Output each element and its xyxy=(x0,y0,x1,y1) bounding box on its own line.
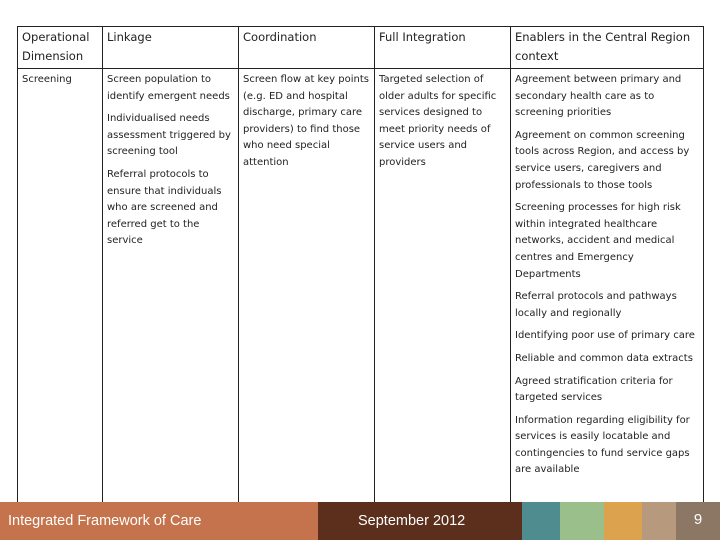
cell-enablers xyxy=(511,69,704,511)
cell-dimension: Screening xyxy=(18,69,103,511)
footer-date: September 2012 xyxy=(318,502,522,540)
enabler-item: Agreement between primary and secondary health care as to screening priorities xyxy=(515,74,682,119)
full-integration-item: Targeted selection of older adults for specific services designed to meet priority needs of service users and providers xyxy=(379,74,497,168)
enabler-item: Information regarding eligibility for services is easily locatable and contingencies to fund service gaps are available xyxy=(515,414,690,476)
page-number: 9 xyxy=(676,502,720,540)
footer-swatch xyxy=(642,502,676,540)
enabler-item: Identifying poor use of primary care xyxy=(515,330,695,342)
header-linkage: Linkage xyxy=(103,27,239,69)
coordination-item: Screen flow at key points (e.g. ED and hospital discharge, primary care providers) to find those who need special attention xyxy=(243,74,369,168)
footer-swatch xyxy=(522,502,560,540)
footer-swatch xyxy=(604,502,642,540)
cell-linkage xyxy=(103,69,239,511)
linkage-item: Screen population to identify emergent needs xyxy=(107,74,230,102)
linkage-item: Referral protocols to ensure that individuals who are screened and referred get to the service xyxy=(107,168,222,247)
integration-table-area xyxy=(17,26,703,496)
enabler-item: Screening processes for high risk within integrated healthcare networks, accident and medical centres and Emergency Departments xyxy=(515,202,681,280)
table-header-row xyxy=(18,27,704,69)
linkage-item: Individualised needs assessment triggered by screening tool xyxy=(107,113,231,158)
enabler-item: Agreed stratification criteria for targeted services xyxy=(515,375,673,404)
header-full-integration: Full Integration xyxy=(375,27,511,69)
header-operational-dimension: Operational Dimension xyxy=(18,27,103,69)
footer-title: Integrated Framework of Care xyxy=(0,502,318,540)
cell-coordination xyxy=(239,69,375,511)
enabler-item: Reliable and common data extracts xyxy=(515,352,693,364)
enabler-item: Agreement on common screening tools across Region, and access by service users, caregivers and professionals to those tools xyxy=(515,129,690,191)
header-coordination: Coordination xyxy=(239,27,375,69)
enabler-item: Referral protocols and pathways locally and regionally xyxy=(515,291,677,319)
footer-swatch xyxy=(560,502,604,540)
header-enablers: Enablers in the Central Region context xyxy=(511,27,704,69)
footer-bar xyxy=(0,502,720,540)
integration-table xyxy=(17,26,704,511)
cell-full-integration xyxy=(375,69,511,511)
table-row xyxy=(18,69,704,511)
